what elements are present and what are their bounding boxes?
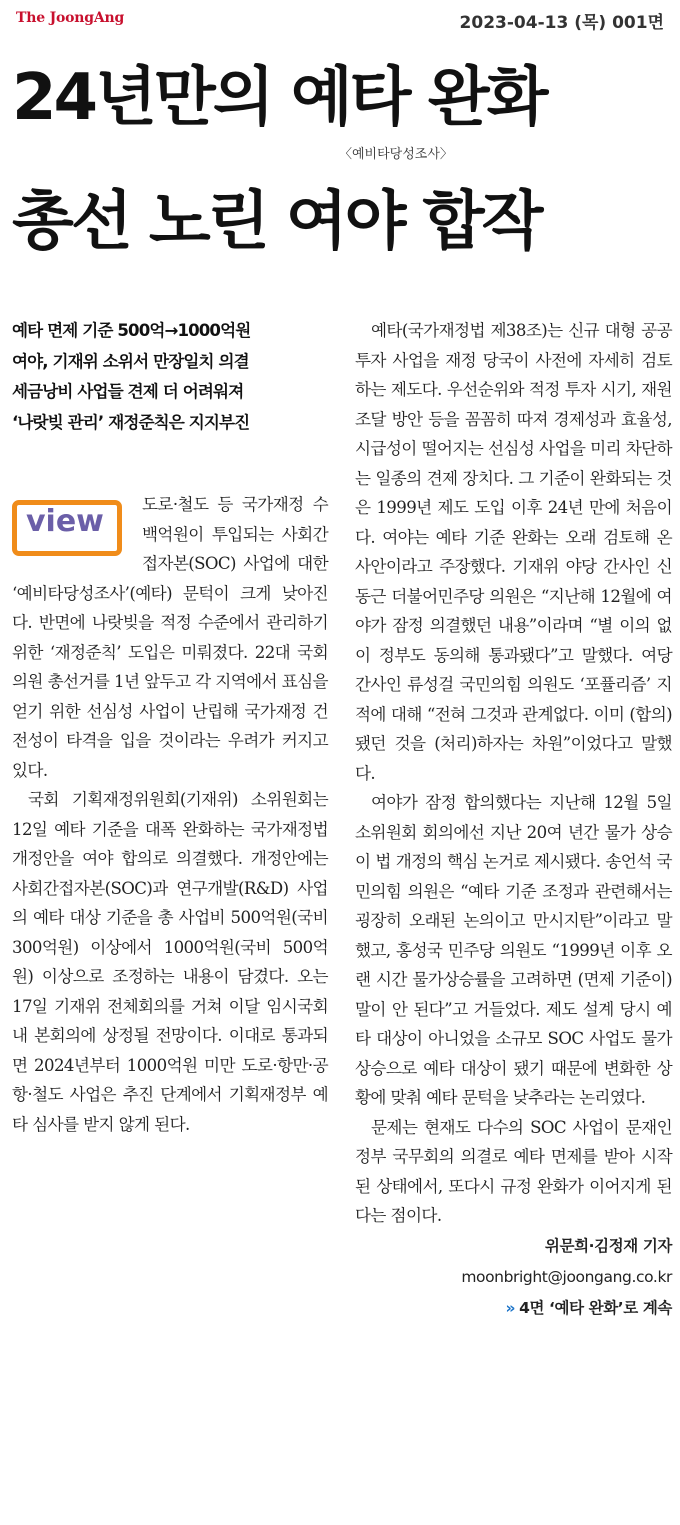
subheadline: ‘나랏빚 관리’ 재정준칙은 지지부진 bbox=[12, 412, 250, 432]
continuation-text: 4면 ‘예타 완화’로 계속 bbox=[519, 1298, 672, 1317]
newspaper-logo: The JoongAng bbox=[16, 10, 125, 26]
issue-dateline: 2023-04-13 (목) 001면 bbox=[459, 13, 664, 33]
article-paragraph: 문제는 현재도 다수의 SOC 사업이 문재인 정부 국무회의 의결로 예타 면제를 받아 시작된 상태에서, 또다시 규정 완화가 이어지게 된다는 점이다. bbox=[355, 1117, 672, 1225]
reporter-names: 위문희·김정재 기자 bbox=[544, 1236, 672, 1255]
masthead bbox=[0, 0, 680, 36]
headline-line-2: 총선 노린 여야 합작 bbox=[12, 185, 541, 259]
view-badge-label: view bbox=[26, 504, 104, 539]
subheadline-list bbox=[12, 316, 328, 438]
subheadline: 여야, 기재위 소위서 만장일치 의결 bbox=[12, 351, 249, 371]
view-badge bbox=[12, 500, 130, 562]
article-paragraph: 예타(국가재정법 제38조)는 신규 대형 공공투자 사업을 재정 당국이 사전에 자세히 검토하는 제도다. 우선순위와 적정 투자 시기, 재원 조달 방안 등을 꼼꼼히 따져 경제성과 효율성, 시급성이 떨어지는 선심성 사업을 미리 차단하는 일종의 견제 장치다. 그 기준이 완화되는 것은 1999년 제도 도입 이후 24년 만에 처음이다. 여야는 예타 기준 완화는 오래 검토해 온 사안이라고 주장했다. 기재위 야당 간사인 신동근 더불어민주당 의원은 “지난해 12월에 여야가 잠정 의결했던 내용”이라며 “별 이의 없이 정부도 동의해 통과됐다”고 말했다. 여당 간사인 류성걸 국민의힘 의원도 ‘포퓰리즘’ 지적에 대해 “전혀 그것과 관계없다. 이미 (합의)됐던 것을 (처리)하자는 차원”이었다고 말했다. bbox=[355, 321, 672, 783]
headline-line-1: 24년만의 예타 완화 bbox=[12, 61, 546, 135]
continuation-note bbox=[355, 1293, 672, 1324]
subheadline: 세금낭비 사업들 견제 더 어려워져 bbox=[12, 382, 244, 401]
article-paragraph: 국회 기획재정위원회(기재위) 소위원회는 12일 예타 기준을 대폭 완화하는 국가재정법 개정안을 여야 합의로 의결했다. 개정안에는 사회간접자본(SOC)과 연구개발(R&D) 사업의 예타 대상 기준을 총 사업비 500억원(국비 300억원) 이상에서 1000억원(국비 500억원) 이상으로 조정하는 내용이 담겼다. 오는 17일 기재위 전체회의를 거쳐 이달 임시국회 내 본회의에 상정될 전망이다. 이대로 통과되면 2024년부터 1000억원 미만 도로·항만·공항·철도 사업은 추진 단계에서 기획재정부 예타 심사를 받지 않게 된다. bbox=[12, 790, 328, 1134]
article-column-left bbox=[12, 316, 328, 1139]
reporter-email[interactable]: moonbright@joongang.co.kr bbox=[461, 1267, 672, 1286]
article-paragraph: 여야가 잠정 합의했다는 지난해 12월 5일 소위원회 회의에선 지난 20여 년간 물가 상승이 법 개정의 핵심 논거로 제시됐다. 송언석 국민의힘 의원은 “예타 기준 조정과 관련해서는 굉장히 오래된 논의이고 만시지탄”이라고 말했고, 홍성국 민주당 의원도 “1999년 이후 오랜 시간 물가상승률을 고려하면 (면제 기준이) 말이 안 된다”고 거들었다. 제도 설계 당시 예타 대상이 아니었을 소규모 SOC 사업도 물가 상승으로 예타 대상이 됐기 때문에 변화한 상황에 맞춰 예타 문턱을 낮추라는 논리였다. bbox=[355, 793, 672, 1107]
byline bbox=[355, 1231, 672, 1293]
double-chevron-icon: » bbox=[505, 1298, 516, 1317]
article-paragraph: 도로·철도 등 국가재정 수백억원이 투입되는 사회간접자본(SOC) 사업에 대한 ‘예비타당성조사’(예타) 문턱이 크게 낮아진다. 반면에 나랏빚을 적정 수준에서 관리하기 위한 ‘재정준칙’ 도입은 미뤄졌다. 22대 국회의원 총선거를 1년 앞두고 각 지역에서 표심을 얻기 위한 선심성 사업이 난립해 국가재정 건전성이 타격을 입을 것이라는 우려가 커지고 있다. bbox=[12, 495, 328, 780]
article-column-right bbox=[355, 316, 672, 1324]
headline-annotation: 〈예비타당성조사〉 bbox=[339, 147, 453, 162]
subheadline: 예타 면제 기준 500억→1000억원 bbox=[12, 321, 251, 340]
